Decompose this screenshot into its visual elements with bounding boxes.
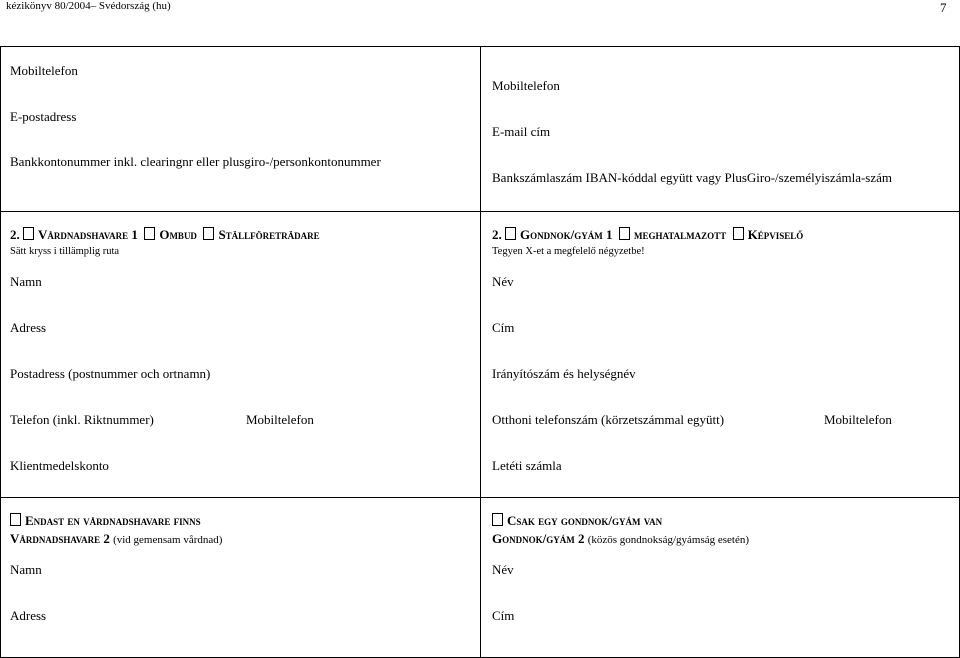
grid-line-center [480,46,481,658]
grid-line-bottom-section [0,497,960,498]
option-representative-hu: Képviselő [747,227,804,242]
checkbox-single-guardian-hu[interactable] [492,513,503,526]
role-header-sv [10,227,320,243]
account-label-sv: Klientmedelskonto [10,458,109,473]
guardian-2-header-hu [492,531,749,547]
single-guardian-text-sv: Endast en vårdnadshavare finns [25,513,201,528]
single-guardian-line-sv [10,513,201,529]
bank-label-hu: Bankszámlaszám IBAN-kóddal együtt vagy PlusGiro-/személyiszámla-szám [492,170,893,185]
mobile2-label-sv: Mobiltelefon [246,412,314,427]
email-label-sv: E-postadress [10,109,77,124]
checkbox-representative[interactable] [203,227,214,240]
checkbox-guardian-1[interactable] [23,227,34,240]
phone-label-sv: Telefon (inkl. Riktnummer) [10,412,154,427]
grid-line-left [0,46,1,658]
mobile2-label-hu: Mobiltelefon [824,412,892,427]
name2-label-hu: Név [492,562,514,577]
option-agent-hu: meghatalmazott [633,227,727,242]
name-label-hu: Név [492,274,514,289]
section-number: 2. [10,227,20,242]
guardian-2-note-sv: (vid gemensam vårdnad) [113,534,223,546]
checkbox-guardian-1-hu[interactable] [505,227,516,240]
role-header-hu [492,227,803,243]
address2-label-hu: Cím [492,608,515,623]
page-number: 7 [940,0,947,15]
section-number-hu: 2. [492,227,502,242]
guardian-2-header-sv [10,531,222,547]
option-guardian-1: Vårdnadshavare 1 [38,227,138,242]
checkbox-single-guardian[interactable] [10,513,21,526]
checkbox-agent-hu[interactable] [619,227,630,240]
mobile-label-hu: Mobiltelefon [492,78,560,93]
page-header-title: kézikönyv 80/2004– Svédország (hu) [6,0,171,12]
checkbox-agent[interactable] [144,227,155,240]
single-guardian-line-hu [492,513,662,529]
postal-label-sv: Postadress (postnummer och ortnamn) [10,366,211,381]
guardian-2-note-hu: (közös gondnokság/gyámság esetén) [587,534,750,546]
checkbox-representative-hu[interactable] [733,227,744,240]
address2-label-sv: Adress [10,608,47,623]
account-label-hu: Letéti számla [492,458,562,473]
option-representative: Ställföreträdare [218,227,320,242]
phone-label-hu: Otthoni telefonszám (körzetszámmal együtt) [492,412,725,427]
single-guardian-text-hu: Csak egy gondnok/gyám van [507,513,663,528]
guardian-2-title-sv: Vårdnadshavare 2 [10,531,110,546]
bank-label-sv: Bankkontonummer inkl. clearingnr eller plusgiro-/personkontonummer [10,154,381,169]
mobile-label-sv: Mobiltelefon [10,63,78,78]
postal-label-hu: Irányítószám és helységnév [492,366,636,381]
guardian-2-title-hu: Gondnok/gyám 2 [492,531,585,546]
instruction-sv: Sätt kryss i tillämplig ruta [10,246,120,257]
option-guardian-1-hu: Gondnok/gyám 1 [520,227,613,242]
grid-line-mid [0,211,960,212]
address-label-sv: Adress [10,320,47,335]
option-agent: Ombud [159,227,197,242]
instruction-hu: Tegyen X-et a megfelelő négyzetbe! [492,246,645,257]
email-label-hu: E-mail cím [492,124,551,139]
name-label-sv: Namn [10,274,42,289]
name2-label-sv: Namn [10,562,42,577]
address-label-hu: Cím [492,320,515,335]
